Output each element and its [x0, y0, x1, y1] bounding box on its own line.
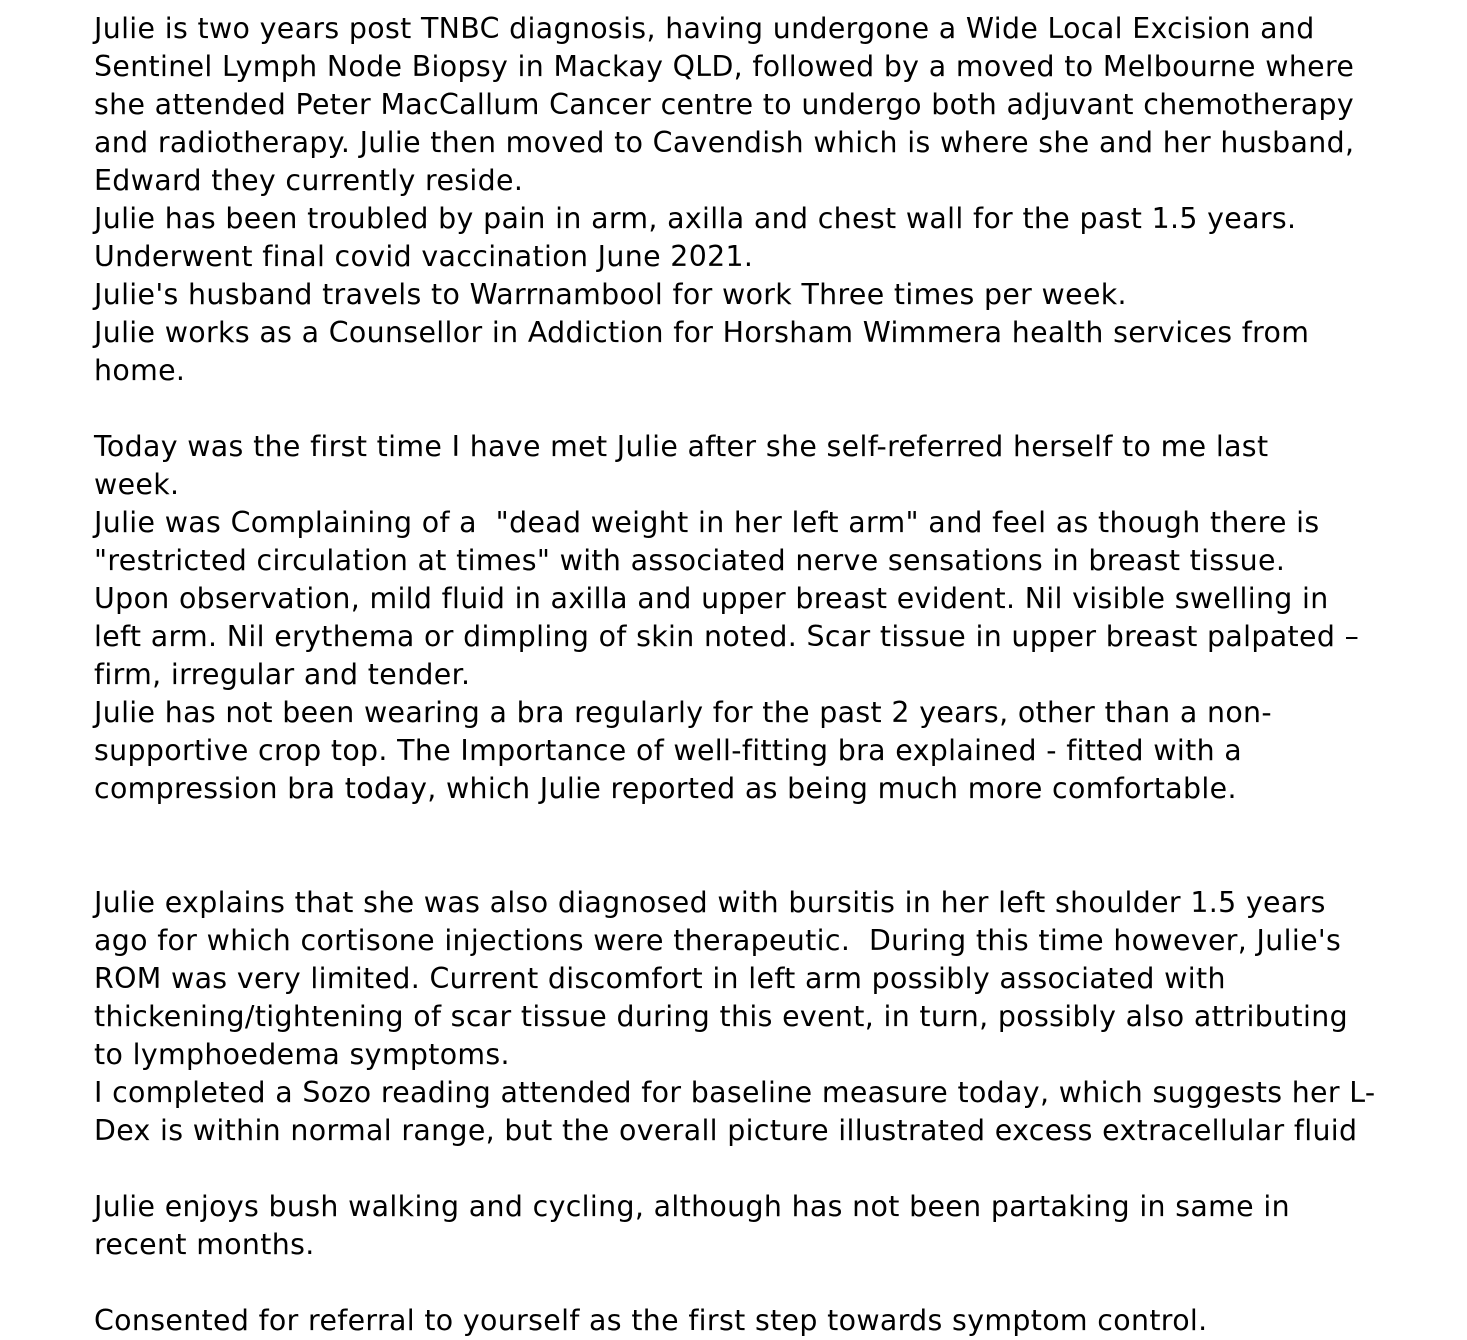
text-line: and radiotherapy. Julie then moved to Cavendish which is where she and her husband,	[94, 126, 1355, 159]
text-line: Julie was Complaining of a "dead weight in her left arm" and feel as though there is	[94, 506, 1320, 539]
text-line: Julie has not been wearing a bra regularly for the past 2 years, other than a non-	[94, 696, 1272, 729]
text-line: Underwent final covid vaccination June 2021.	[94, 240, 754, 273]
text-line: "restricted circulation at times" with associated nerve sensations in breast tissue.	[94, 544, 1286, 577]
text-line: Julie explains that she was also diagnosed with bursitis in her left shoulder 1.5 years	[94, 886, 1326, 919]
blank-line	[94, 390, 1414, 428]
text-line: I completed a Sozo reading attended for baseline measure today, which suggests her L-	[94, 1076, 1376, 1109]
text-line: Edward they currently reside.	[94, 164, 524, 197]
blank-line	[94, 1264, 1414, 1302]
text-line: Julie's husband travels to Warrnambool for work Three times per week.	[94, 278, 1127, 311]
text-line: home.	[94, 354, 186, 387]
text-line: Dex is within normal range, but the overall picture illustrated excess extracellular fluid	[94, 1114, 1358, 1147]
text-line: week.	[94, 468, 180, 501]
text-line: Today was the first time I have met Julie after she self-referred herself to me last	[94, 430, 1269, 463]
clinical-letter-body	[94, 10, 1414, 1340]
text-line: recent months.	[94, 1228, 315, 1261]
text-line: ago for which cortisone injections were therapeutic. During this time however, Julie's	[94, 924, 1342, 957]
text-line: Consented for referral to yourself as the first step towards symptom control.	[94, 1304, 1208, 1337]
text-line: Julie is two years post TNBC diagnosis, having undergone a Wide Local Excision and	[94, 12, 1315, 45]
text-line: she attended Peter MacCallum Cancer centre to undergo both adjuvant chemotherapy	[94, 88, 1355, 121]
text-line: ROM was very limited. Current discomfort in left arm possibly associated with	[94, 962, 1226, 995]
text-line: supportive crop top. The Importance of well-fitting bra explained - fitted with a	[94, 734, 1243, 767]
text-line: to lymphoedema symptoms.	[94, 1038, 510, 1071]
text-line: left arm. Nil erythema or dimpling of skin noted. Scar tissue in upper breast palpated –	[94, 620, 1360, 653]
text-line: Julie works as a Counsellor in Addiction for Horsham Wimmera health services from	[94, 316, 1310, 349]
blank-line	[94, 1150, 1414, 1188]
text-line: Sentinel Lymph Node Biopsy in Mackay QLD, followed by a moved to Melbourne where	[94, 50, 1355, 83]
text-line: Upon observation, mild fluid in axilla and upper breast evident. Nil visible swelling in	[94, 582, 1329, 615]
text-line: Julie has been troubled by pain in arm, axilla and chest wall for the past 1.5 years.	[94, 202, 1297, 235]
text-line: compression bra today, which Julie reported as being much more comfortable.	[94, 772, 1237, 805]
blank-line	[94, 846, 1414, 884]
text-line: firm, irregular and tender.	[94, 658, 471, 691]
text-line: Julie enjoys bush walking and cycling, although has not been partaking in same in	[94, 1190, 1290, 1223]
text-line: thickening/tightening of scar tissue during this event, in turn, possibly also attributing	[94, 1000, 1348, 1033]
blank-line	[94, 808, 1414, 846]
